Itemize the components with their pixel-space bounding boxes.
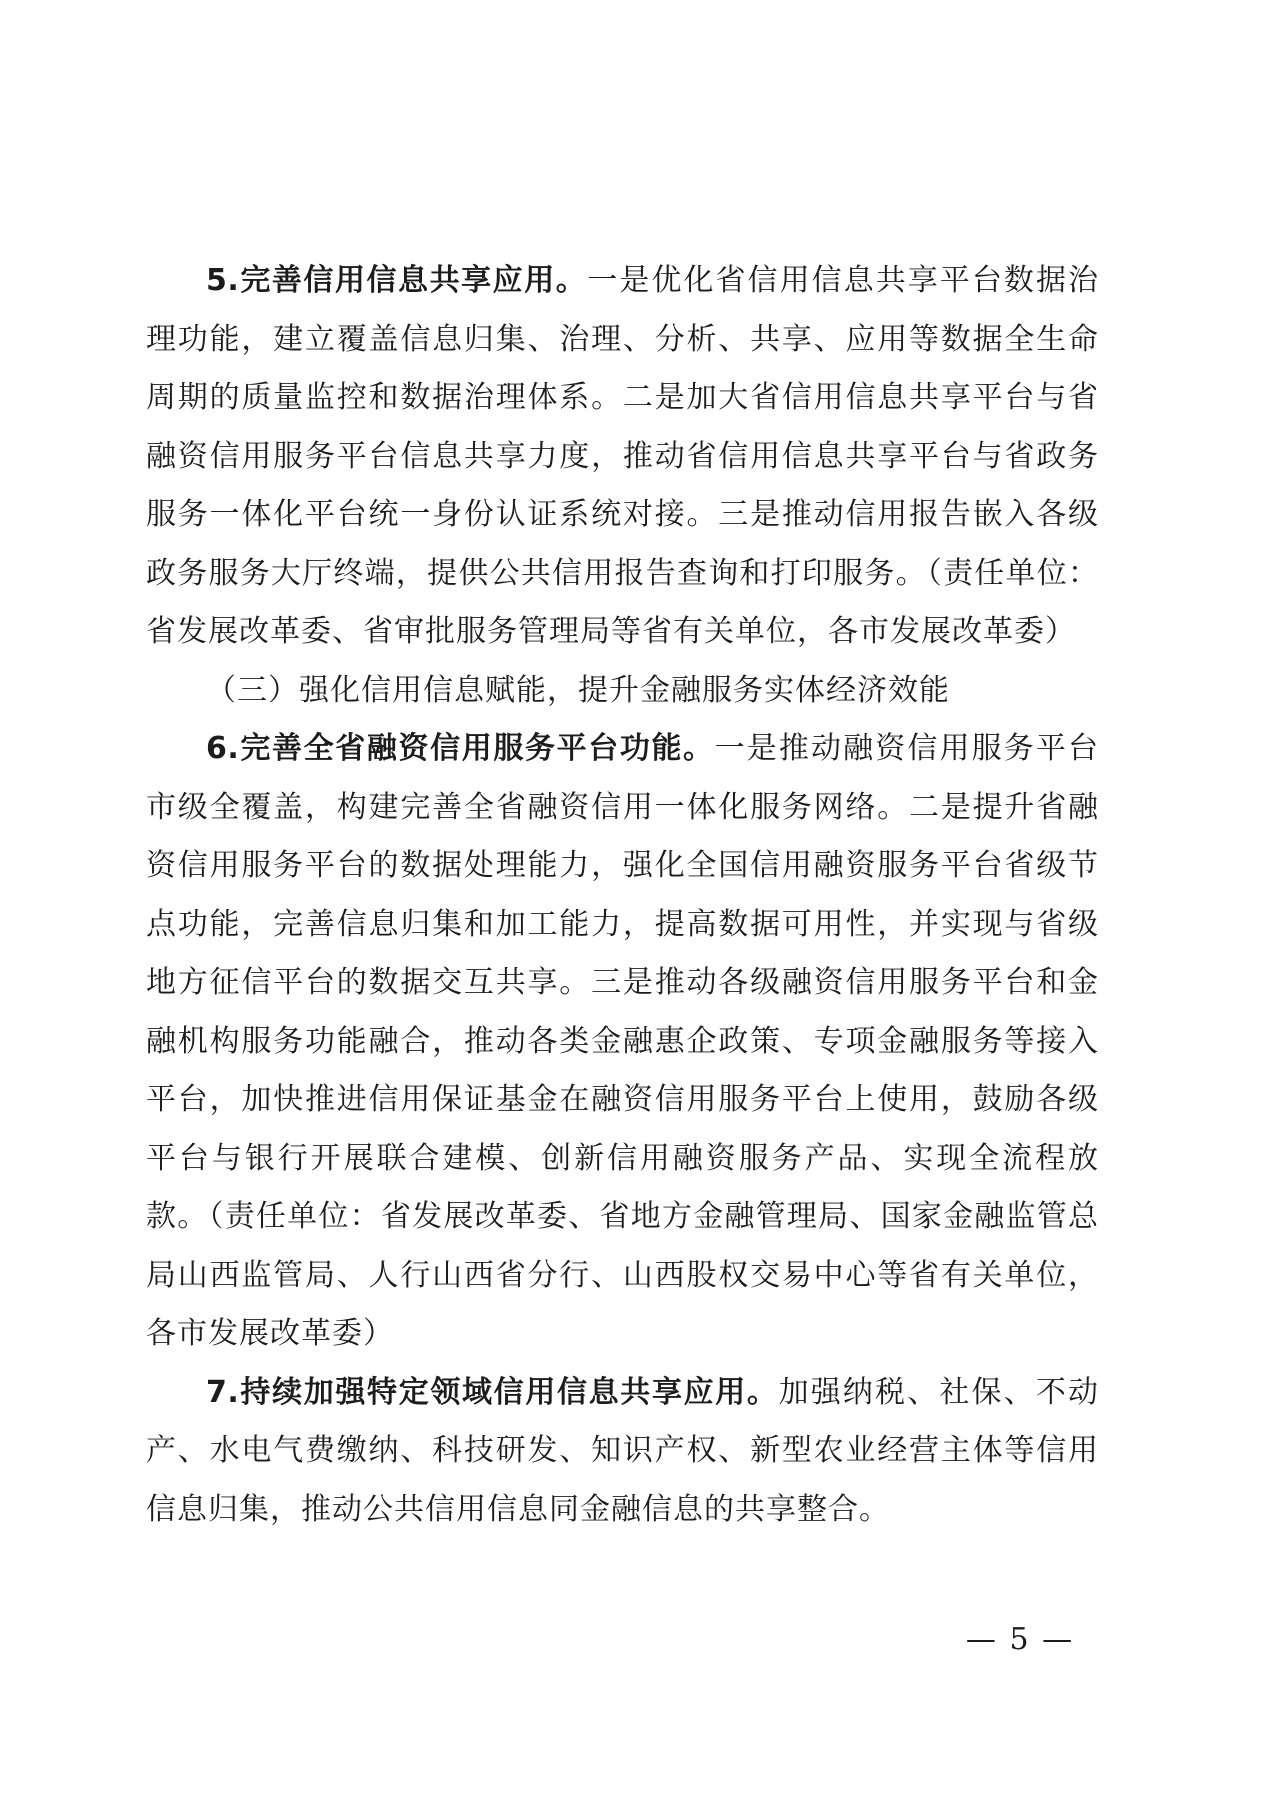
page-number: — 5 —: [965, 1622, 1075, 1657]
paragraph-item-5: [146, 252, 1099, 662]
paragraph-body-7: 加强纳税、社保、不动产、水电气费缴纳、科技研发、知识产权、新型农业经营主体等信用信息归集，推动公共信用信息同金融信息的共享整合。: [146, 1374, 1099, 1527]
paragraph-lead-7: 7.持续加强特定领域信用信息共享应用。: [206, 1374, 779, 1410]
paragraph-body-5: 一是优化省信用信息共享平台数据治理功能，建立覆盖信息归集、治理、分析、共享、应用等数据全生命周期的质量监控和数据治理体系。二是加大省信用信息共享平台与省融资信用服务平台信息共享力度，推动省信用信息共享平台与省政务服务一体化平台统一身份认证系统对接。三是推动信用报告嵌入各级政务服务大厅终端，提供公共信用报告查询和打印服务。（责任单位：省发展改革委、省审批服务管理局等省有关单位，各市发展改革委）: [146, 263, 1099, 649]
paragraph-body-6: 一是推动融资信用服务平台市级全覆盖，构建完善全省融资信用一体化服务网络。二是提升省融资信用服务平台的数据处理能力，强化全国信用融资服务平台省级节点功能，完善信息归集和加工能力，提高数据可用性，并实现与省级地方征信平台的数据交互共享。三是推动各级融资信用服务平台和金融机构服务功能融合，推动各类金融惠企政策、专项金融服务等接入平台，加快推进信用保证基金在融资信用服务平台上使用，鼓励各级平台与银行开展联合建模、创新信用融资服务产品、实现全流程放款。（责任单位：省发展改革委、省地方金融管理局、国家金融监管总局山西监管局、人行山西省分行、山西股权交易中心等省有关单位，各市发展改革委）: [146, 731, 1099, 1351]
paragraph-lead-5: 5.完善信用信息共享应用。: [206, 263, 588, 298]
paragraph-lead-6: 6.完善全省融资信用服务平台功能。: [206, 731, 715, 766]
document-body: [146, 252, 1099, 1539]
section-heading-3: （三）强化信用信息赋能，提升金融服务实体经济效能: [206, 672, 950, 708]
paragraph-item-6: [146, 720, 1099, 1364]
paragraph-item-7: [146, 1364, 1099, 1540]
